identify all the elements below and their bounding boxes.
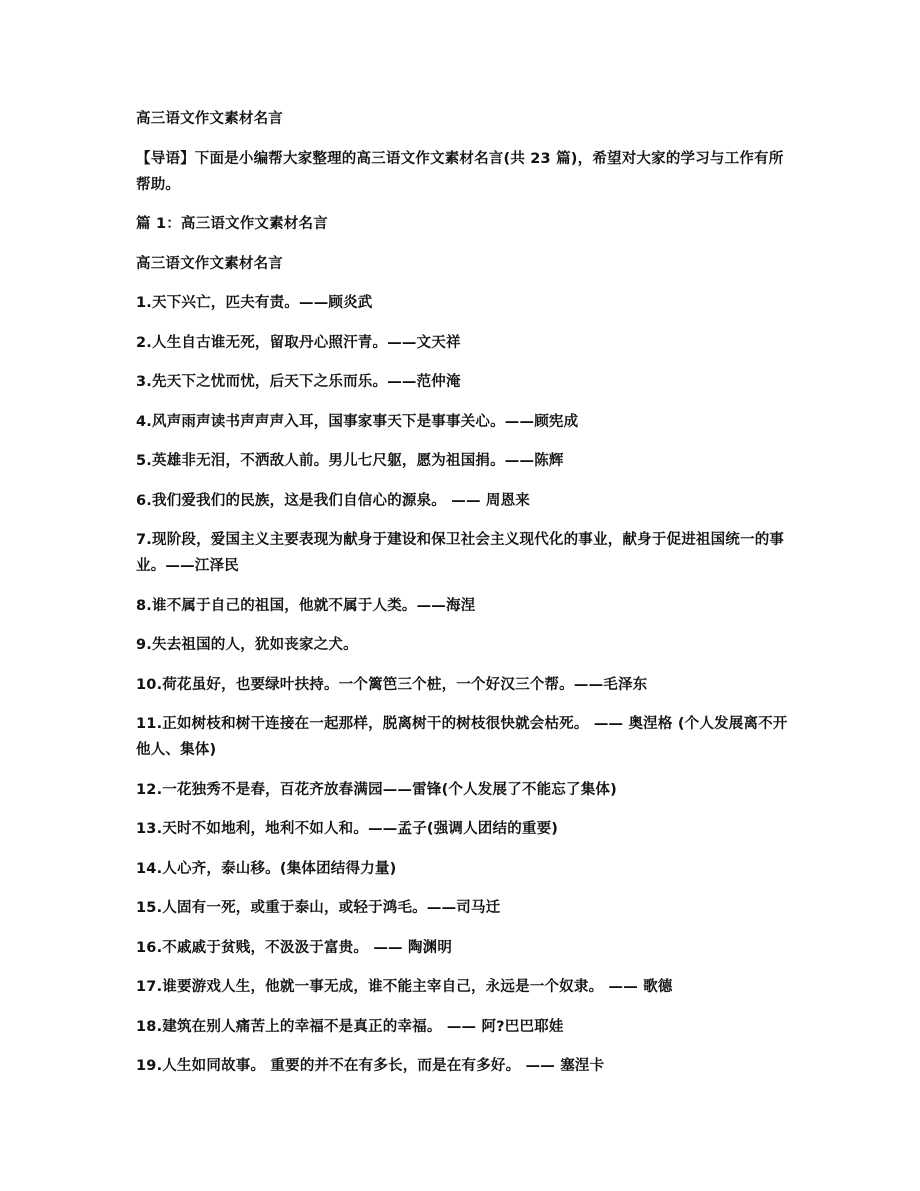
quote-item: 12.一花独秀不是春，百花齐放春满园——雷锋(个人发展了不能忘了集体) [136, 781, 617, 798]
document-title: 高三语文作文素材名言 [136, 111, 283, 127]
quote-item: 10.荷花虽好，也要绿叶扶持。一个篱笆三个桩，一个好汉三个帮。——毛泽东 [136, 676, 648, 693]
quote-item: 18.建筑在别人痛苦上的幸福不是真正的幸福。 —— 阿?巴巴耶娃 [136, 1018, 564, 1035]
document-body [136, 106, 796, 1093]
quote-item: 2.人生自古谁无死，留取丹心照汗青。——文天祥 [136, 334, 461, 351]
quote-item: 5.英雄非无泪，不洒敌人前。男儿七尺躯，愿为祖国捐。——陈辉 [136, 453, 564, 469]
quote-item: 16.不戚戚于贫贱，不汲汲于富贵。 —— 陶渊明 [136, 939, 453, 956]
intro-paragraph: 【导语】下面是小编帮大家整理的高三语文作文素材名言(共 23 篇)，希望对大家的学习与工作有所帮助。 [136, 150, 784, 193]
quote-item: 8.谁不属于自己的祖国，他就不属于人类。——海涅 [136, 597, 476, 614]
quote-item: 11.正如树枝和树干连接在一起那样，脱离树干的树枝很快就会枯死。 —— 奥涅格 (个人发展离不开他人、集体) [136, 716, 788, 758]
quote-item: 1.天下兴亡，匹夫有责。——顾炎武 [136, 295, 373, 311]
quote-item: 15.人固有一死，或重于泰山，或轻于鸿毛。——司马迁 [136, 900, 501, 916]
quote-item: 7.现阶段，爱国主义主要表现为献身于建设和保卫社会主义现代化的事业，献身于促进祖国统一的事业。——江泽民 [136, 532, 785, 574]
sub-heading: 高三语文作文素材名言 [136, 255, 283, 272]
quote-item: 9.失去祖国的人，犹如丧家之犬。 [136, 637, 358, 653]
section-heading: 篇 1：高三语文作文素材名言 [136, 216, 328, 232]
quote-item: 17.谁要游戏人生，他就一事无成，谁不能主宰自己，永远是一个奴隶。 —— 歌德 [136, 979, 673, 995]
quote-item: 19.人生如同故事。 重要的并不在有多长，而是在有多好。 —— 塞涅卡 [136, 1058, 605, 1074]
quote-item: 3.先天下之忧而忧，后天下之乐而乐。——范仲淹 [136, 374, 461, 390]
quote-item: 13.天时不如地利，地利不如人和。——孟子(强调人团结的重要) [136, 821, 559, 837]
quote-item: 14.人心齐，泰山移。(集体团结得力量) [136, 860, 397, 877]
quote-item: 4.风声雨声读书声声声入耳，国事家事天下是事事关心。——顾宪成 [136, 413, 579, 430]
quote-item: 6.我们爱我们的民族，这是我们自信心的源泉。 —— 周恩来 [136, 492, 530, 509]
